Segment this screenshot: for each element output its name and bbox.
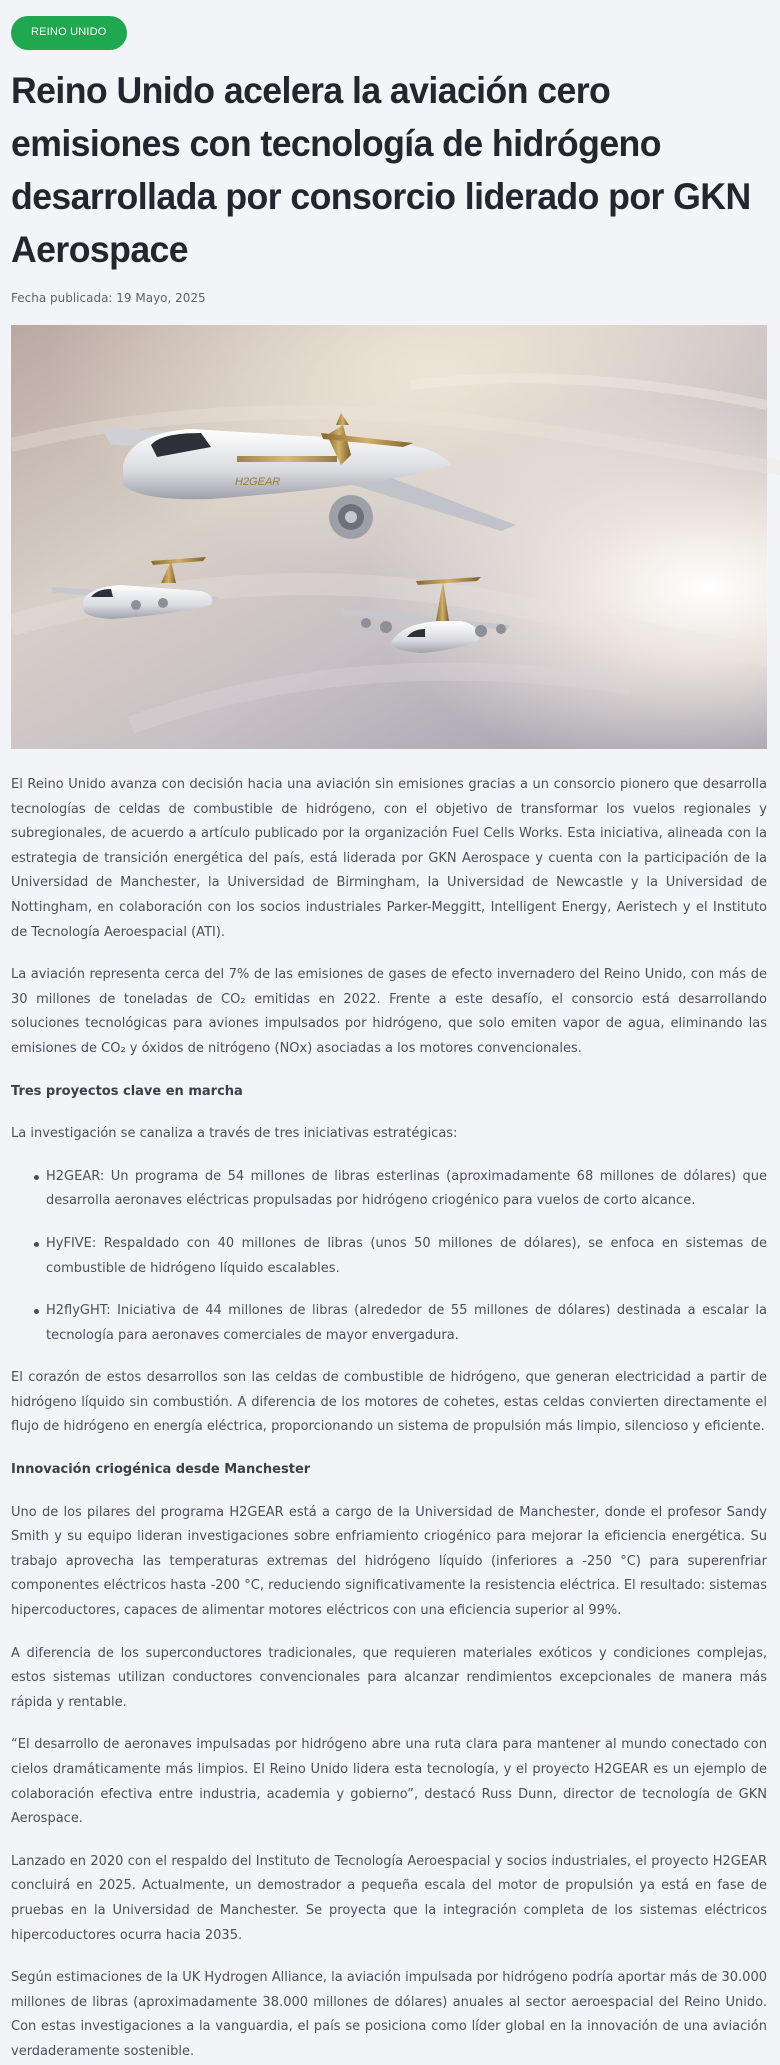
projects-list — [35, 1165, 767, 1349]
paragraph: El corazón de estos desarrollos son las celdas de combustible de hidrógeno, que generan electricidad a partir de hidrógeno líquido sin combustión. A diferencia de los motores de cohetes, estas celdas convierten directamente el flujo de hidrógeno en energía eléctrica, proporcionando un sistema de propulsión más limpio, silencioso y eficiente. — [11, 1370, 767, 1435]
article-title: Reino Unido acelera la aviación cero emisiones con tecnología de hidrógeno desarrollada por consorcio liderado por GKN Aerospace — [11, 69, 751, 270]
category-badge[interactable]: REINO UNIDO — [11, 16, 127, 50]
article-body — [11, 773, 767, 2065]
paragraph: La investigación se canaliza a través de tres iniciativas estratégicas: — [11, 1126, 458, 1142]
list-item — [35, 1299, 767, 1348]
paragraph: La aviación representa cerca del 7% de las emisiones de gases de efecto invernadero del Reino Unido, con más de 30 millones de toneladas de CO₂ emitidas en 2022. Frente a este desafío, el consorcio está desarrollando soluciones tecnológicas para aviones impulsados por hidrógeno, que solo emiten vapor de agua, eliminando las emisiones de CO₂ y óxidos de nitrógeno (NOx) asociadas a los motores convencionales. — [11, 967, 767, 1056]
aircraft-logo-text: H2GEAR — [235, 476, 281, 488]
bullet-icon — [34, 1175, 39, 1180]
hydrogen-aircraft-illustration — [11, 325, 767, 749]
list-item — [35, 1232, 767, 1281]
section-heading: Tres proyectos clave en marcha — [11, 1083, 243, 1099]
paragraph: Uno de los pilares del programa H2GEAR está a cargo de la Universidad de Manchester, donde el profesor Sandy Smith y su equipo lideran investigaciones sobre enfriamiento criogénico para mejorar la eficiencia energética. Su trabajo aprovecha las temperaturas extremas del hidrógeno líquido (inferiores a -250 °C) para superenfriar componentes eléctricos hasta -200 °C, reduciendo significativamente la resistencia eléctrica. El resultado: sistemas hipercoductores, capaces de alimentar motores eléctricos con una eficiencia superior al 99%. — [11, 1504, 767, 1619]
bullet-icon — [34, 1242, 39, 1247]
quote-paragraph: “El desarrollo de aeronaves impulsadas por hidrógeno abre una ruta clara para mantener al mundo conectado con cielos dramáticamente más limpios. El Reino Unido lidera esta tecnología, y el proyecto H2GEAR es un ejemplo de colaboración efectiva entre industria, academia y gobierno”, destacó Russ Dunn, director de tecnología de GKN Aerospace. — [11, 1737, 767, 1827]
paragraph: Según estimaciones de la UK Hydrogen Alliance, la aviación impulsada por hidrógeno podría aportar más de 30.000 millones de libras (aproximadamente 38.000 millones de dólares) anuales al sector aeroespacial del Reino Unido. Con estas investigaciones a la vanguardia, el país se posiciona como líder global en la innovación de una aviación verdaderamente sostenible. — [11, 1970, 767, 2059]
section-heading: Innovación criogénica desde Manchester — [11, 1462, 311, 1478]
bullet-icon — [34, 1309, 39, 1314]
list-item-text: H2flyGHT: Iniciativa de 44 millones de libras (alrededor de 55 millones de dólares) destinada a escalar la tecnología para aeronaves comerciales de mayor envergadura. — [46, 1303, 767, 1343]
list-item — [35, 1165, 767, 1214]
list-item-text: H2GEAR: Un programa de 54 millones de libras esterlinas (aproximadamente 68 millones de dólares) que desarrolla aeronaves eléctricas propulsadas por hidrógeno criogénico para vuelos de corto alcance. — [46, 1168, 767, 1209]
list-item-text: HyFIVE: Respaldado con 40 millones de libras (unos 50 millones de dólares), se enfoca en sistemas de combustible de hidrógeno líquido escalables. — [46, 1235, 767, 1276]
paragraph: A diferencia de los superconductores tradicionales, que requieren materiales exóticos y condiciones complejas, estos sistemas utilizan conductores convencionales para alcanzar rendimientos excepcionales de manera más rápida y rentable. — [11, 1645, 767, 1710]
paragraph: Lanzado en 2020 con el respaldo del Instituto de Tecnología Aeroespacial y socios industriales, el proyecto H2GEAR concluirá en 2025. Actualmente, un demostrador a pequeña escala del motor de propulsión ya está en fase de pruebas en la Universidad de Manchester. Se proyecta que la integración completa de los sistemas eléctricos hipercoductores ocurra hacia 2035. — [11, 1853, 767, 1943]
publish-date: Fecha publicada: 19 Mayo, 2025 — [11, 291, 206, 305]
paragraph: El Reino Unido avanza con decisión hacia una aviación sin emisiones gracias a un consorcio pionero que desarrolla tecnologías de celdas de combustible de hidrógeno, con el objetivo de transformar los vuelos regionales y subregionales, de acuerdo a artículo publicado por la organización Fuel Cells Works. Esta iniciativa, alineada con la estrategia de transición energética del país, está liderada por GKN Aerospace y cuenta con la participación de la Universidad de Manchester, la Universidad de Birmingham, la Universidad de Newcastle y la Universidad de Nottingham, en colaboración con los socios industriales Parker-Meggitt, Intelligent Energy, Aeristech y el Instituto de Tecnología Aeroespacial (ATI). — [11, 777, 767, 940]
hero-image — [11, 325, 767, 749]
